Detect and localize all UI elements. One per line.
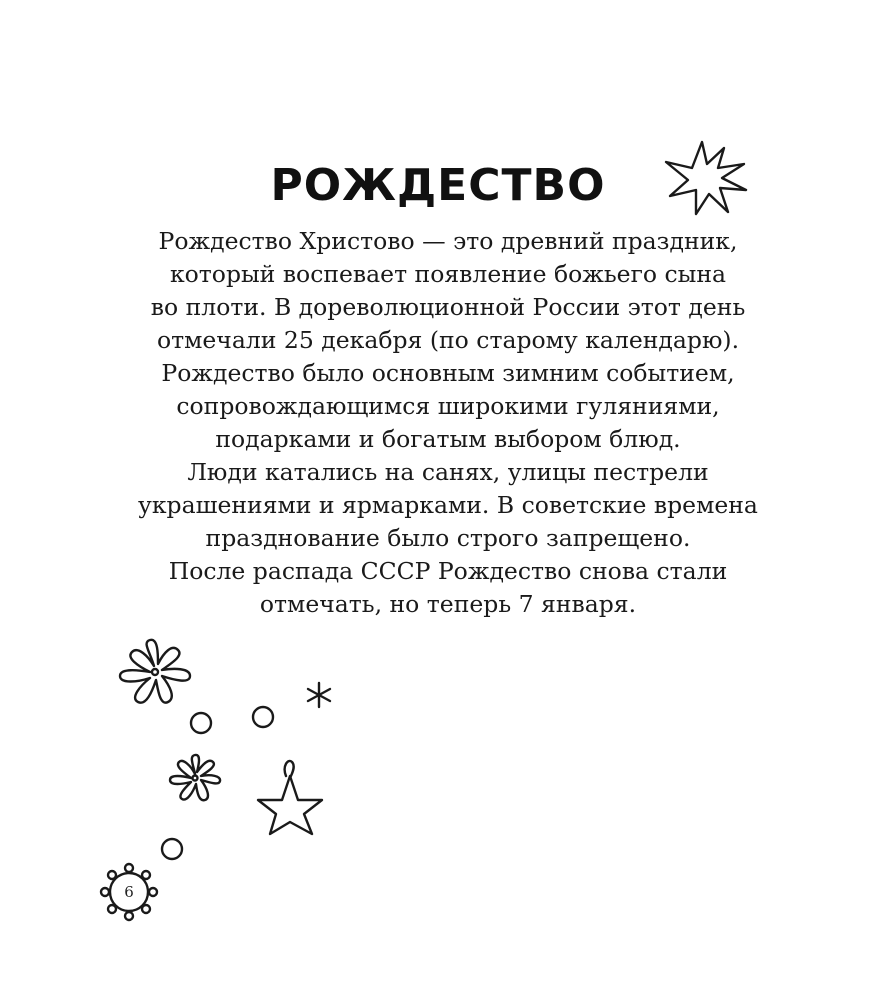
body-line: отмечали 25 декабря (по старому календарю). xyxy=(156,326,740,354)
flower-icon xyxy=(165,752,225,804)
body-line: Рождество было основным зимним событием, xyxy=(161,359,735,387)
body-line: Люди катались на санях, улицы пестрели xyxy=(187,458,709,486)
body-paragraph xyxy=(90,225,806,621)
body-line: сопровождающимся широкими гуляниями, xyxy=(176,392,720,420)
circle-dot-icon xyxy=(250,704,276,730)
body-line: Рождество Христово — это древний праздник, xyxy=(158,227,738,255)
body-line: После распада СССР Рождество снова стали xyxy=(168,557,728,585)
body-line: отмечать, но теперь 7 января. xyxy=(259,590,637,618)
body-line: украшениями и ярмарками. В советские времена xyxy=(138,491,758,519)
body-line: подарками и богатым выбором блюд. xyxy=(215,425,681,453)
page-title: РОЖДЕСТВО xyxy=(270,160,606,211)
asterisk-icon xyxy=(305,681,333,709)
page-number-badge xyxy=(97,860,161,924)
circle-dot-icon xyxy=(188,710,214,736)
body-line: празднование было строго запрещено. xyxy=(205,524,691,552)
body-line: во плоти. В дореволюционной России этот день xyxy=(150,293,746,321)
flower-icon xyxy=(112,636,198,708)
circle-dot-icon xyxy=(159,836,185,862)
ornament-star-icon xyxy=(252,756,328,838)
page-number: 6 xyxy=(124,883,134,901)
body-line: который воспевает появление божьего сына xyxy=(169,260,727,288)
